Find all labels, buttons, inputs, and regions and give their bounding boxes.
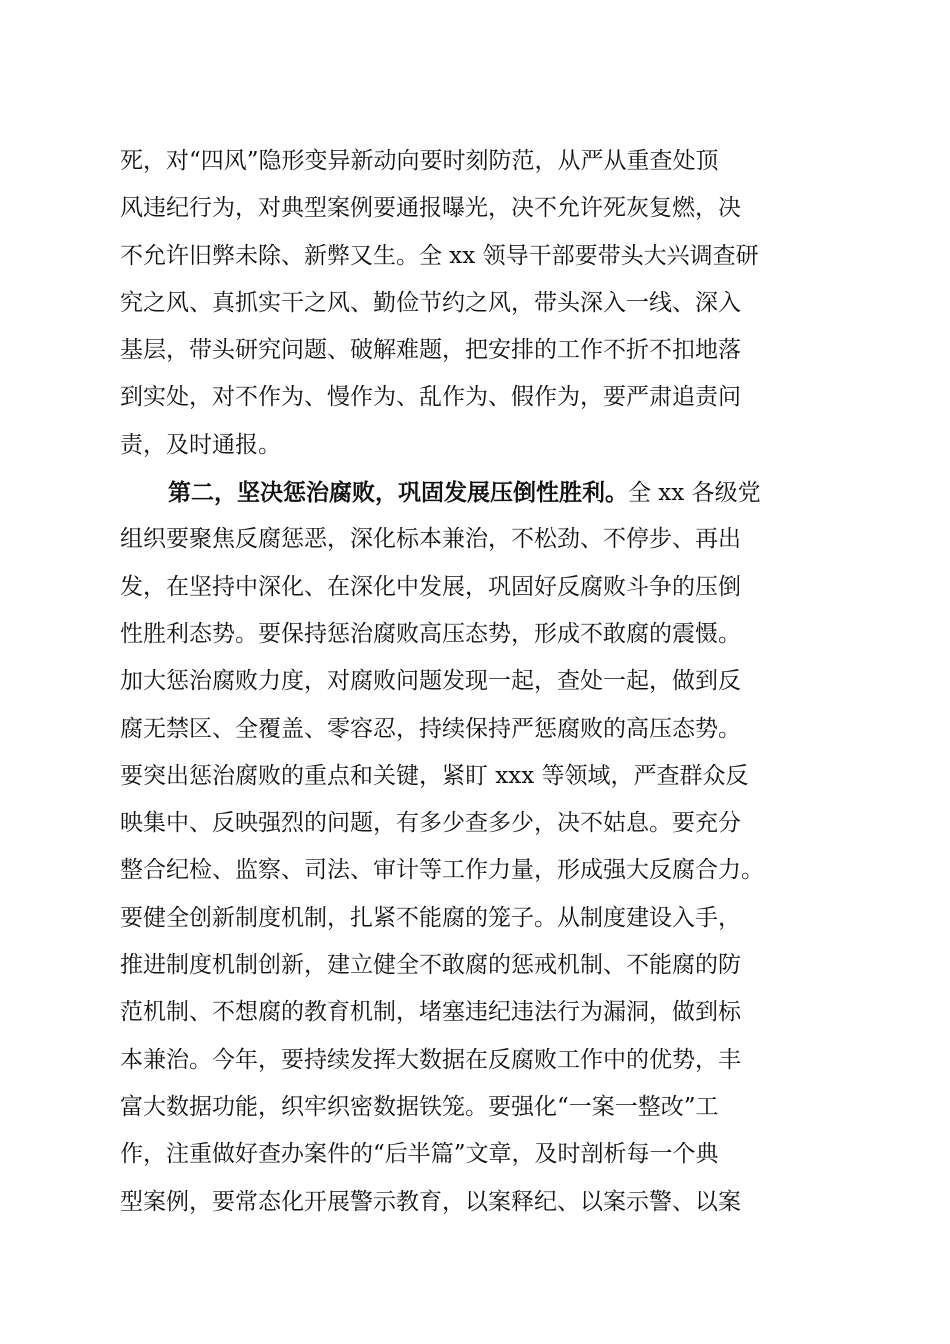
text-line: 映集中、反映强烈的问题，有多少查多少，决不姑息。要充分 [120,810,741,837]
text-line: 到实处，对不作为、慢作为、乱作为、假作为，要严肃追责问 [120,384,741,411]
body-text [120,138,880,1226]
text-line: 富大数据功能，织牢织密数据铁笼。要强化“一案一整改”工 [120,1093,719,1120]
text-line: 死，对“四风”隐形变异新动向要时刻防范，从严从重查处顶 [120,148,719,174]
paragraph-2 [120,469,880,1226]
text-line: 基层，带头研究问题、破解难题，把安排的工作不折不扣地落 [120,337,741,364]
text-line: 范机制、不想腐的教育机制，堵塞违纪违法行为漏洞，做到标 [120,999,741,1026]
text-line: 组织要聚焦反腐惩恶，深化标本兼治，不松劲、不停步、再出 [120,526,741,553]
text-line: 型案例，要常态化开展警示教育，以案释纪、以案示警、以案 [120,1188,741,1215]
text-line: 要健全创新制度机制，扎紧不能腐的笼子。从制度建设入手， [120,904,741,931]
text-line: 腐无禁区、全覆盖、零容忍，持续保持严惩腐败的高压态势。 [120,715,741,742]
text-line: 性胜利态势。要保持惩治腐败高压态势，形成不敢腐的震慑。 [120,620,741,647]
text-line: 发，在坚持中深化、在深化中发展，巩固好反腐败斗争的压倒 [120,573,741,600]
text-line: 作，注重做好查办案件的“后半篇”文章，及时剖析每一个典 [120,1141,719,1168]
text-line: 加大惩治腐败力度，对腐败问题发现一起，查处一起，做到反 [120,668,741,695]
text-line: 本兼治。今年，要持续发挥大数据在反腐败工作中的优势，丰 [120,1046,741,1073]
section-heading: 第二，坚决惩治腐败，巩固发展压倒性胜利。 [168,479,628,507]
text-line-first [120,469,880,516]
text-line: 要突出惩治腐败的重点和关键，紧盯 xxx 等领域，严查群众反 [120,762,749,789]
paragraph-1 [120,138,880,469]
text-line: 风违纪行为，对典型案例要通报曝光，决不允许死灰复燃，决 [120,195,741,222]
text-line: 推进制度机制创新，建立健全不敢腐的惩戒机制、不能腐的防 [120,952,741,979]
text-line: 责，及时通报。 [120,431,281,458]
text-line: 不允许旧弊未除、新弊又生。全 xx 领导干部要带头大兴调查研 [120,242,759,269]
text-line: 整合纪检、监察、司法、审计等工作力量，形成强大反腐合力。 [120,857,764,884]
text-line: 究之风、真抓实干之风、勤俭节约之风，带头深入一线、深入 [120,289,741,316]
heading-continuation: 全 xx 各级党 [628,480,761,507]
